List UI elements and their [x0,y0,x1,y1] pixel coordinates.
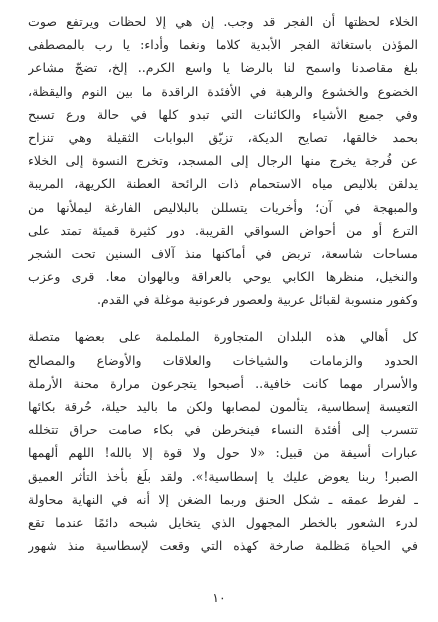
page-number: ١٠ [212,590,226,605]
text-line: وفي جميع الأشياء والكائنات التي تبدو كلها في حالة ورع تسبح [28,106,418,122]
text-line: مساحات شاسعة، تربض في أماكنها منذ آلاف السنين تحت الشجر [28,245,418,261]
text-line: الصبر! ربنا يعوض عليك يا إسطاسية!». ولقد بلَغ بأخذ التأثر العميق [28,468,418,484]
text-line: عن فُرجة يخرج منها الرجال إلى المسجد، وتخرج النسوة إلى الخلاء [28,153,418,169]
text-line: الحدود والزمامات والشياخات والعلاقات والأوضاع والمصالح [28,352,418,368]
text-line: في الحياة مَظلمة صارخة كهذه التي وقعت لإسطاسية منذ شهور [28,538,418,554]
text-line: التعيسة إسطاسية، يتألمون لمصابها ولكن ما باليد حيلة، حُرقة بكائها [28,399,418,414]
text-line: والمبهجة في آن؛ وأخريات يتسللن بالبلاليص الفارغة ليملأنها من [28,199,418,215]
text-line: والأسرار مهما كانت خافية.. أصبحوا يتجرعون مرارة محنة الأرملة [28,375,418,391]
paragraph-spacer [28,311,418,325]
text-line: المؤذن باستغاثة الفجر الأبدية كلاما ونغما وأداء: يا رب بالمصطفى [28,37,418,53]
text-line: الخلاء لحظتها أن الفجر قد وجب. إن هي إلا لحظات ويرتفع صوت [28,14,418,29]
text-line: بلغ مقاصدنا واسمح لنا بالرضا يا واسع الكرم.. إلخ، تضجّ مشاعر [28,60,418,76]
paragraph-2 [28,325,418,557]
text-line: كل أهالي هذه البلدان المتجاورة الململمة على بعضها متصلة [28,329,418,345]
paragraph-1 [28,10,418,311]
text-line: وكفور منسوبة لقبائل عربية ولعصور فرعونية موغلة في القدم. [97,292,418,308]
text-line: بحمد خالقها، تصايح الديكة، تزيّق البوابات الثقيلة وهي تنزاح [28,129,418,145]
page-text [28,10,418,557]
text-line: عبارات أسيفة من قبيل: «لا حول ولا قوة إلا بالله! اللهم ألهمها [28,445,418,461]
text-line: الترع أو من أحواض السواقي القريبة. دور كثيرة قميئة تمتد على [28,222,418,238]
text-line: لدرء الشعور بالخطر المجهول الذي يتخايل شبحه دائمًا عندما تقع [28,514,418,530]
text-line: تتسرب إلى أفئدة النساء فينخرطن في بكاء صامت حراق تتخلله [28,422,418,438]
text-line: والنخيل، منظرها الكابي يوحي بالعراقة وبالهوان معا. قرى وعزب [28,269,418,285]
text-line: الخضوع والخشوع والرهبة في الأفئدة الراقدة ما بين النوم واليقظة، [28,83,418,99]
text-line: يدلقن بلاليص مياه الاستحمام ذات الرائحة العطنة الكريهة، المريبة [28,176,418,192]
text-line: ـ لفرط عمقه ـ شكل الحنق وربما الضغن إلا أنه في النهاية محاولة [28,491,418,507]
